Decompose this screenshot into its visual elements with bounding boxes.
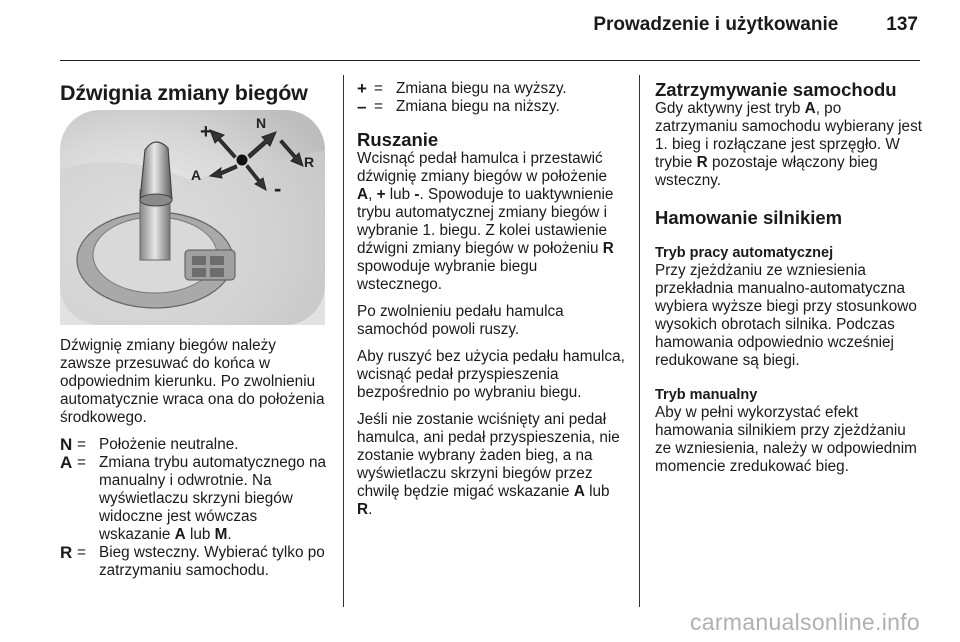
position-desc-a: Zmiana trybu automatycznego na manualny i odwrotnie. Na wyświetlaczu skrzyni biegów widoczne jest wówczas wskazanie A lub M. bbox=[99, 454, 327, 543]
column-1 bbox=[60, 80, 328, 106]
page-header bbox=[593, 14, 918, 36]
equals-sign: = bbox=[77, 544, 86, 561]
starting-paragraph-2: Po zwolnieniu pedału hamulca samochód powoli ruszy. bbox=[357, 303, 564, 338]
automatic-mode-paragraph: Przy zjeżdżaniu ze wzniesienia przekładnia manualno-automatyczna wybiera wyższe biegi przy stosunkowo wysokich obrotach silnika. Podczas hamowania odpowiednio wcześniej redukowane są biegi. bbox=[655, 262, 917, 369]
gear-lever-illustration bbox=[60, 110, 325, 325]
section-heading-gear-lever: Dźwignia zmiany biegów bbox=[60, 81, 308, 105]
shift-desc-plus: Zmiana biegu na wyższy. bbox=[396, 80, 567, 97]
position-key-n: N bbox=[60, 435, 73, 454]
figure-label-r: R bbox=[304, 154, 315, 170]
column-divider-1 bbox=[343, 75, 344, 607]
starting-paragraph-4: Jeśli nie zostanie wciśnięty ani pedał hamulca, ani pedał przyspieszenia, nie zostanie wybrany żaden bieg, a na wyświetlaczu skrzyni biegów przez chwilę będzie migać wskazanie A lub R. bbox=[357, 411, 620, 518]
shift-key-minus: – bbox=[357, 97, 367, 116]
equals-sign: = bbox=[77, 454, 86, 471]
column-divider-2 bbox=[639, 75, 640, 607]
equals-sign: = bbox=[374, 98, 383, 115]
subheading-manual-mode: Tryb manualny bbox=[655, 387, 758, 403]
starting-paragraph-3: Aby ruszyć bez użycia pedału hamulca, wcisnąć pedał przyspieszenia bezpośrednio po wybraniu biegu. bbox=[357, 348, 625, 401]
position-key-r: R bbox=[60, 543, 73, 562]
header-rule bbox=[60, 60, 920, 61]
column-2 bbox=[357, 80, 625, 528]
watermark: carmanualsonline.info bbox=[689, 609, 920, 635]
header-title: Prowadzenie i użytkowanie bbox=[593, 14, 839, 35]
equals-sign: = bbox=[374, 80, 383, 97]
stopping-paragraph: Gdy aktywny jest tryb A, po zatrzymaniu samochodu wybierany jest 1. bieg i rozłączane jest sprzęgło. W trybie R pozostaje włączony bieg wsteczny. bbox=[655, 100, 922, 189]
column-3 bbox=[655, 80, 923, 485]
shift-key-plus: + bbox=[357, 79, 367, 98]
shift-desc-minus: Zmiana biegu na niższy. bbox=[396, 98, 560, 115]
gear-lever-paragraph: Dźwignię zmiany biegów należy zawsze przesuwać do końca w odpowiednim kierunku. Po zwolnieniu automatycznie wraca ona do położenia środkowego. bbox=[60, 337, 325, 426]
section-heading-starting: Ruszanie bbox=[357, 129, 439, 150]
section-heading-engine-braking: Hamowanie silnikiem bbox=[655, 207, 843, 228]
manual-mode-paragraph: Aby w pełni wykorzystać efekt hamowania silnikiem przy zjeżdżaniu ze wzniesienia, należy w odpowiednim momencie zredukować bieg. bbox=[655, 404, 917, 475]
figure-label-minus: - bbox=[274, 176, 282, 201]
figure-label-plus: + bbox=[200, 121, 212, 143]
shift-list bbox=[357, 80, 625, 116]
equals-sign: = bbox=[77, 436, 86, 453]
figure-label-a: A bbox=[191, 167, 202, 183]
position-desc-n: Położenie neutralne. bbox=[99, 436, 239, 453]
column-1-text bbox=[60, 337, 328, 580]
position-list bbox=[60, 436, 328, 580]
section-heading-stopping: Zatrzymywanie samochodu bbox=[655, 79, 897, 100]
position-desc-r: Bieg wsteczny. Wybierać tylko po zatrzymaniu samochodu. bbox=[99, 544, 325, 579]
position-key-a: A bbox=[60, 453, 73, 472]
subheading-automatic-mode: Tryb pracy automatycznej bbox=[655, 245, 834, 261]
starting-paragraph-1: Wcisnąć pedał hamulca i przestawić dźwignię zmiany biegów w położenie A, + lub -. Spowoduje to uaktywnienie trybu automatycznej zmiany biegów i wybranie 1. biegu. Z kolei ustawienie dźwigni zmiany biegów w położeniu R spowoduje wybranie biegu wstecznego. bbox=[357, 150, 614, 293]
page-number: 137 bbox=[886, 14, 918, 35]
figure-label-n: N bbox=[256, 115, 267, 131]
